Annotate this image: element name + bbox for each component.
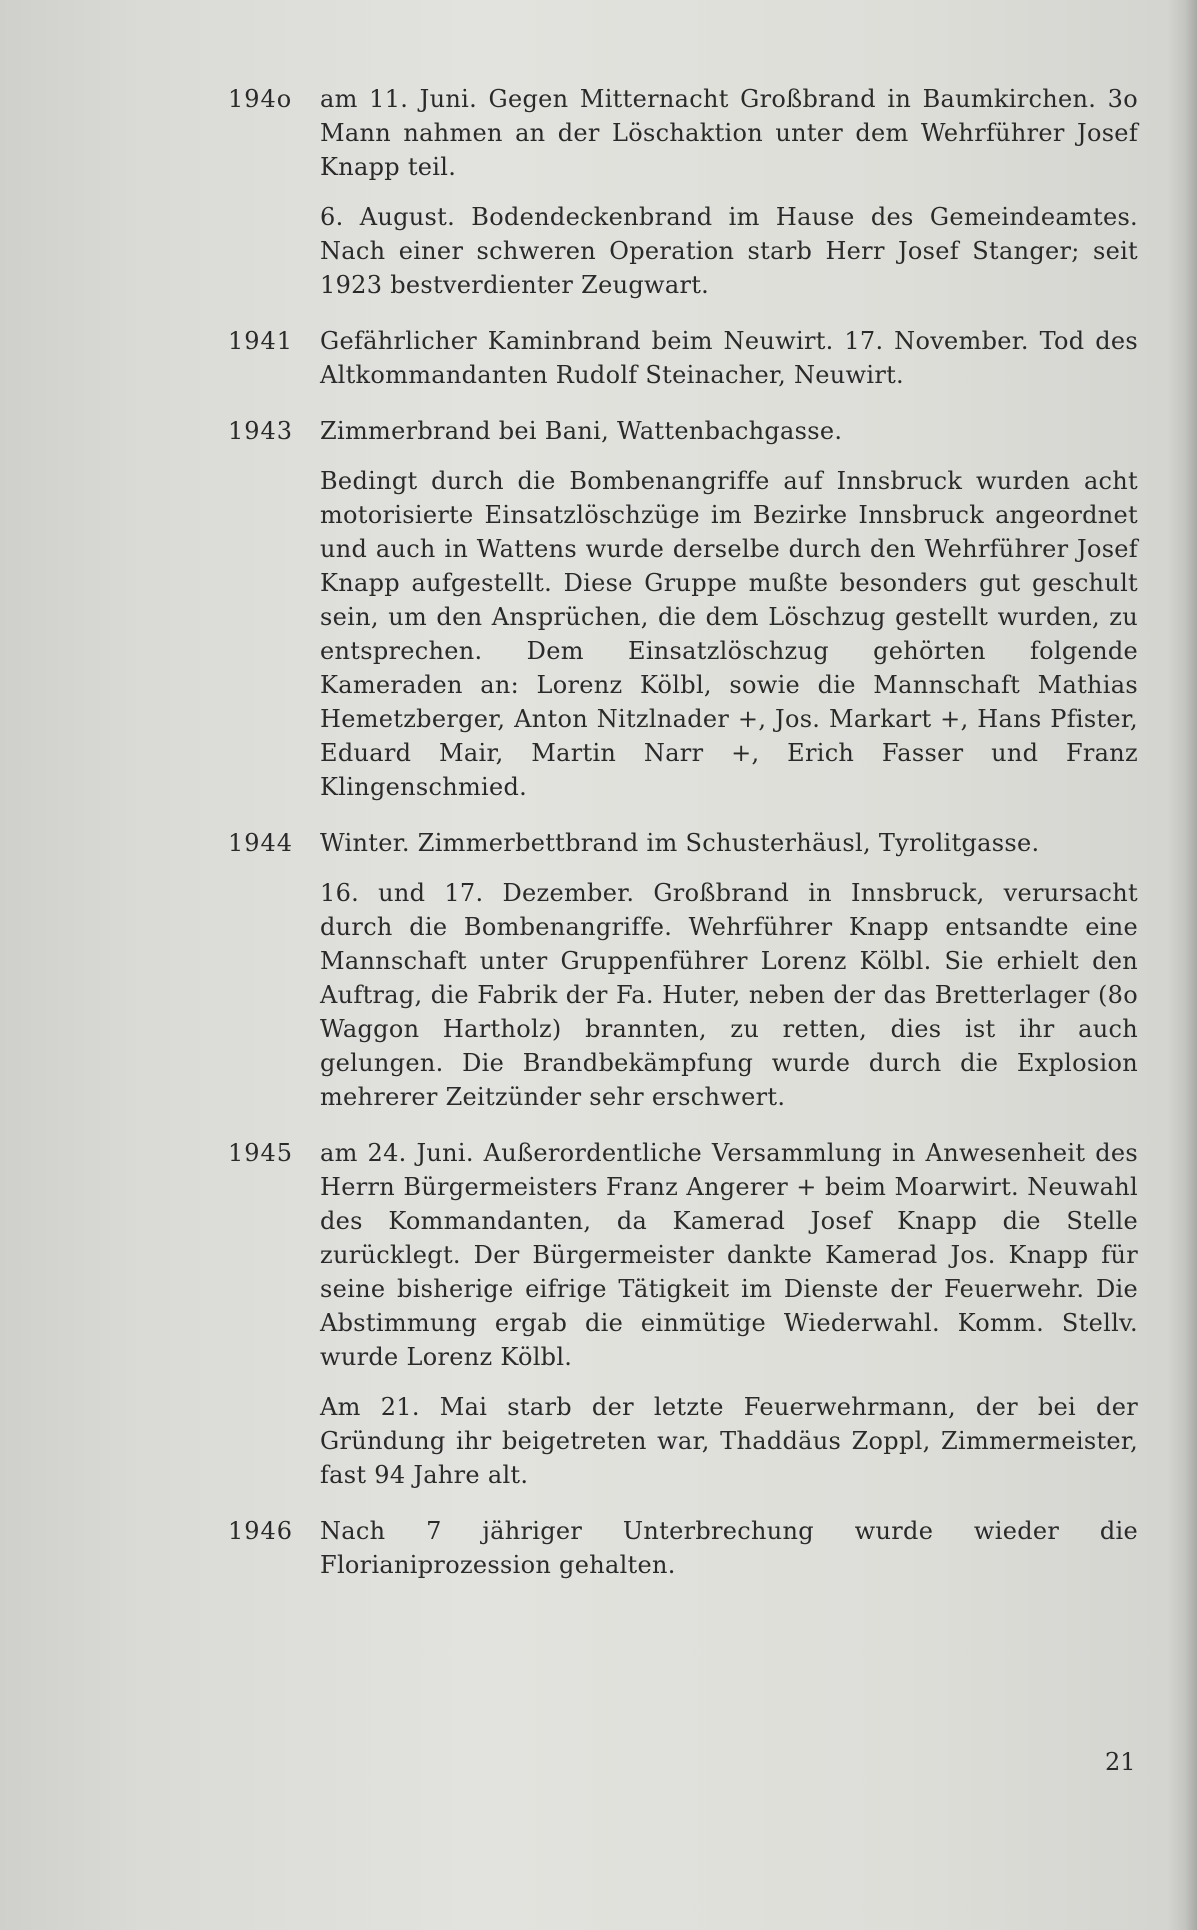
- year-label: 1945: [228, 1139, 294, 1167]
- paragraph: 16. und 17. Dezember. Großbrand in Innsbruck, verursacht durch die Bombenangriffe. Wehrführer Knapp entsandte eine Mannschaft unter Gruppenführer Lorenz Kölbl. Sie erhielt den Auftrag, die Fabrik der Fa. Huter, neben der das Bretterlager (8o Waggon Hartholz) brannten, zu retten, dies ist ihr auch gelungen. Die Brandbekämpfung wurde durch die Explosion mehrerer Zeitzünder sehr erschwert.: [320, 879, 1138, 1111]
- year-label: 1944: [228, 829, 294, 857]
- paragraph: am 24. Juni. Außerordentliche Versammlung in Anwesenheit des Herrn Bürgermeisters Franz Angerer + beim Moarwirt. Neuwahl des Kommandanten, da Kamerad Josef Knapp die Stelle zurücklegt. Der Bürgermeister dankte Kamerad Jos. Knapp für seine bisherige eifrige Tätigkeit im Dienste der Feuerwehr. Die Abstimmung ergab die einmütige Wiederwahl. Komm. Stellv. wurde Lorenz Kölbl.: [320, 1139, 1138, 1371]
- paragraph: Bedingt durch die Bombenangriffe auf Innsbruck wurden acht motorisierte Einsatzlöschzüge im Bezirke Innsbruck angeordnet und auch in Wattens wurde derselbe durch den Wehrführer Josef Knapp aufgestellt. Diese Gruppe mußte besonders gut geschult sein, um den Ansprüchen, die dem Löschzug gestellt wurden, zu entsprechen. Dem Einsatzlöschzug gehörten folgende Kameraden an: Lorenz Kölbl, sowie die Mannschaft Mathias Hemetzberger, Anton Nitzlnader +, Jos. Markart +, Hans Pfister, Eduard Mair, Martin Narr +, Erich Fasser und Franz Klingenschmied.: [320, 467, 1138, 801]
- entry-paragraphs: [320, 1514, 1138, 1582]
- entry-1941: [228, 324, 1138, 392]
- year-label: 1943: [228, 417, 294, 445]
- entry-paragraphs: [320, 324, 1138, 392]
- paragraph: Am 21. Mai starb der letzte Feuerwehrmann, der bei der Gründung ihr beigetreten war, Thaddäus Zoppl, Zimmermeister, fast 94 Jahre alt.: [320, 1393, 1138, 1489]
- entry-1946: [228, 1514, 1138, 1582]
- paragraph: Nach 7 jähriger Unterbrechung wurde wieder die Florianiprozession gehalten.: [320, 1517, 1138, 1579]
- paragraph: 6. August. Bodendeckenbrand im Hause des Gemeindeamtes. Nach einer schweren Operation starb Herr Josef Stanger; seit 1923 bestverdienter Zeugwart.: [320, 203, 1138, 299]
- page-number: 21: [1105, 1748, 1136, 1776]
- year-label: 194o: [228, 85, 293, 113]
- entry-paragraphs: [320, 826, 1138, 1114]
- year-label: 1941: [228, 327, 294, 355]
- page-edge-shadow: [1167, 0, 1197, 1930]
- paragraph: Zimmerbrand bei Bani, Wattenbachgasse.: [320, 417, 843, 445]
- entry-paragraphs: [320, 414, 1138, 804]
- entry-1944: [228, 826, 1138, 1114]
- entry-1940: [228, 82, 1138, 302]
- entry-1943: [228, 414, 1138, 804]
- entry-paragraphs: [320, 1136, 1138, 1492]
- paragraph: Winter. Zimmerbettbrand im Schusterhäusl, Tyrolitgasse.: [320, 829, 1040, 857]
- entry-1945: [228, 1136, 1138, 1492]
- paragraph: am 11. Juni. Gegen Mitternacht Großbrand in Baumkirchen. 3o Mann nahmen an der Löschaktion unter dem Wehrführer Josef Knapp teil.: [320, 85, 1138, 181]
- paragraph: Gefährlicher Kaminbrand beim Neuwirt. 17. November. Tod des Altkommandanten Rudolf Steinacher, Neuwirt.: [320, 327, 1138, 389]
- chronicle-text: [228, 82, 1138, 1604]
- year-label: 1946: [228, 1517, 294, 1545]
- entry-paragraphs: [320, 82, 1138, 302]
